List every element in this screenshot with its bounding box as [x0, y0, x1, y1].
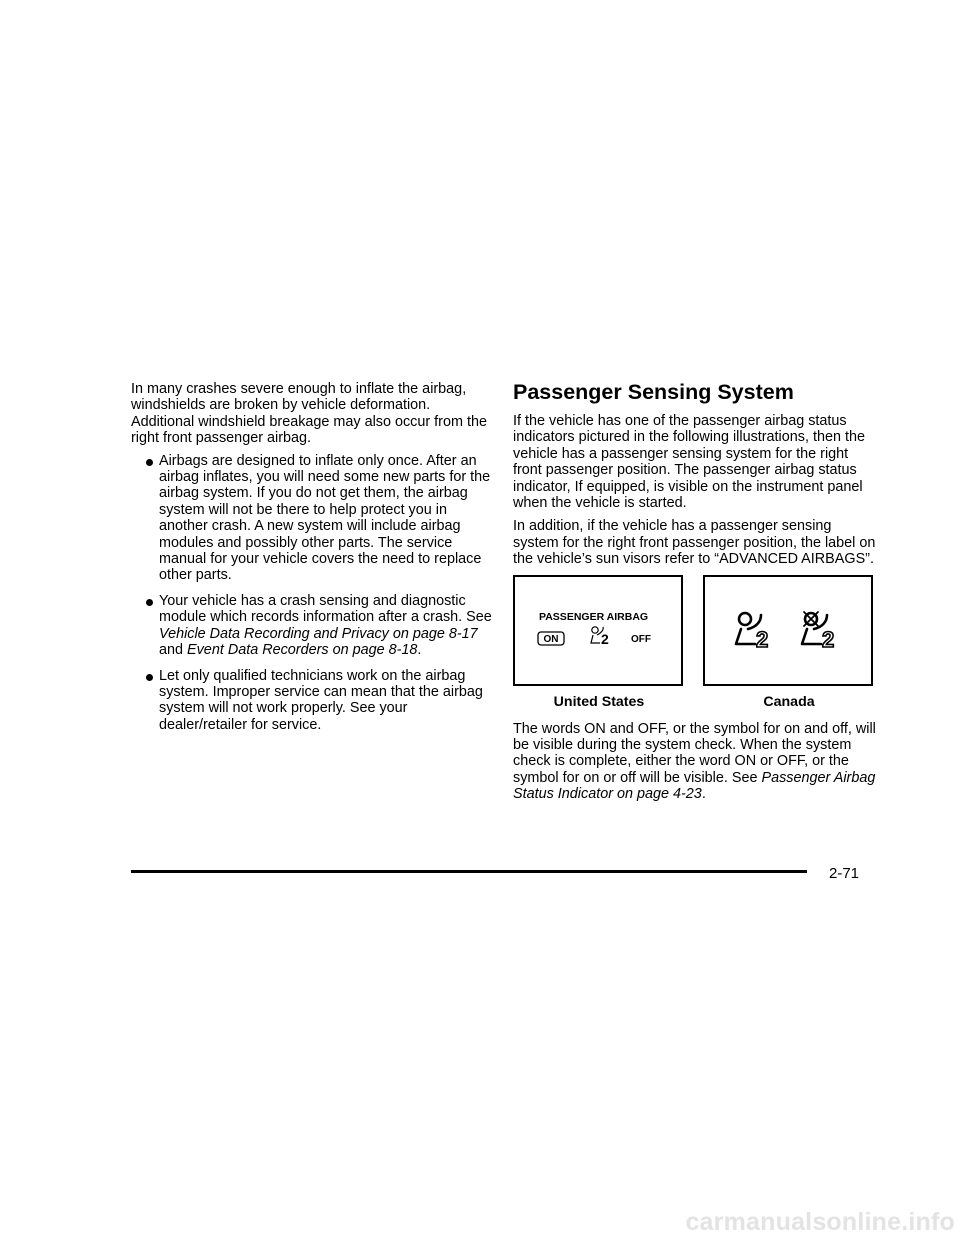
paragraph-indicators: If the vehicle has one of the passenger airbag status indicators pictured in the following illustrations, then the vehicle has a passenger sensing system for the right front passenger position. The passenger airbag status indicator, If equipped, is visible on the instrument panel when the vehicle is started.: [513, 413, 865, 512]
footer-rule: [131, 870, 807, 873]
off-symbol-number: 2: [822, 626, 835, 652]
canada-indicator-illustration: [705, 577, 871, 684]
off-label: OFF: [631, 633, 651, 645]
bullet-crash-sensing-module: [159, 593, 496, 659]
page-number: 2-71: [829, 865, 860, 882]
bullet-list: [131, 453, 496, 734]
bullet-airbags-inflate-once: Airbags are designed to inflate only once. After an airbag inflates, you will need some new parts for the airbag system. If you do not get them, the airbag system will not be there to help protect you in another crash. A new system will include airbag modules and possibly other parts. The service manual for your vehicle covers the need to replace other parts.: [159, 453, 496, 584]
paragraph-system-check: [513, 721, 878, 803]
figure-canada: [703, 575, 873, 686]
watermark: carmanualsonline.info: [685, 1208, 955, 1236]
us-indicator-illustration: [515, 577, 681, 684]
section-heading: Passenger Sensing System: [513, 380, 794, 404]
link-passenger-airbag-status-indicator[interactable]: Passenger Airbag Status Indicator on page 4-23: [513, 769, 876, 803]
on-symbol-number: 2: [756, 626, 769, 652]
bullet-qualified-technicians: Let only qualified technicians work on the airbag system. Improper service can mean that the airbag system will not work properly. See your dealer/retailer for service.: [159, 668, 496, 734]
figure-united-states: [513, 575, 683, 686]
left-column: [131, 381, 496, 742]
caption-canada: Canada: [763, 693, 815, 710]
system-check-text: The words ON and OFF, or the symbol for on and off, will be visible during the system check. When the system check is complete, either the word ON or OFF, or the symbol for on or off will be visible. See: [513, 720, 876, 786]
caption-united-states: United States: [553, 693, 645, 710]
bullet-and: and: [159, 642, 188, 659]
right-column: [513, 380, 878, 810]
intro-paragraph: In many crashes severe enough to inflate the airbag, windshields are broken by vehicle deformation. Additional windshield breakage may also occur from the right front passenger airbag.: [131, 381, 487, 447]
link-event-data-recorders[interactable]: Event Data Recorders on page 8-18: [187, 642, 418, 659]
airbag-number-icon-label: 2: [601, 630, 609, 647]
bullet-text: Your vehicle has a crash sensing and diagnostic module which records information after a crash. See: [159, 592, 492, 626]
indicator-figures: [513, 575, 878, 721]
on-label: ON: [543, 633, 559, 645]
passenger-airbag-label: PASSENGER AIRBAG: [539, 610, 649, 623]
bullet-end: .: [417, 642, 422, 659]
link-vehicle-data-recording[interactable]: Vehicle Data Recording and Privacy on page 8-17: [159, 625, 478, 642]
system-check-end: .: [701, 786, 706, 803]
paragraph-sun-visors: In addition, if the vehicle has a passenger sensing system for the right front passenger position, the label on the vehicle’s sun visors refer to “ADVANCED AIRBAGS”.: [513, 518, 876, 568]
